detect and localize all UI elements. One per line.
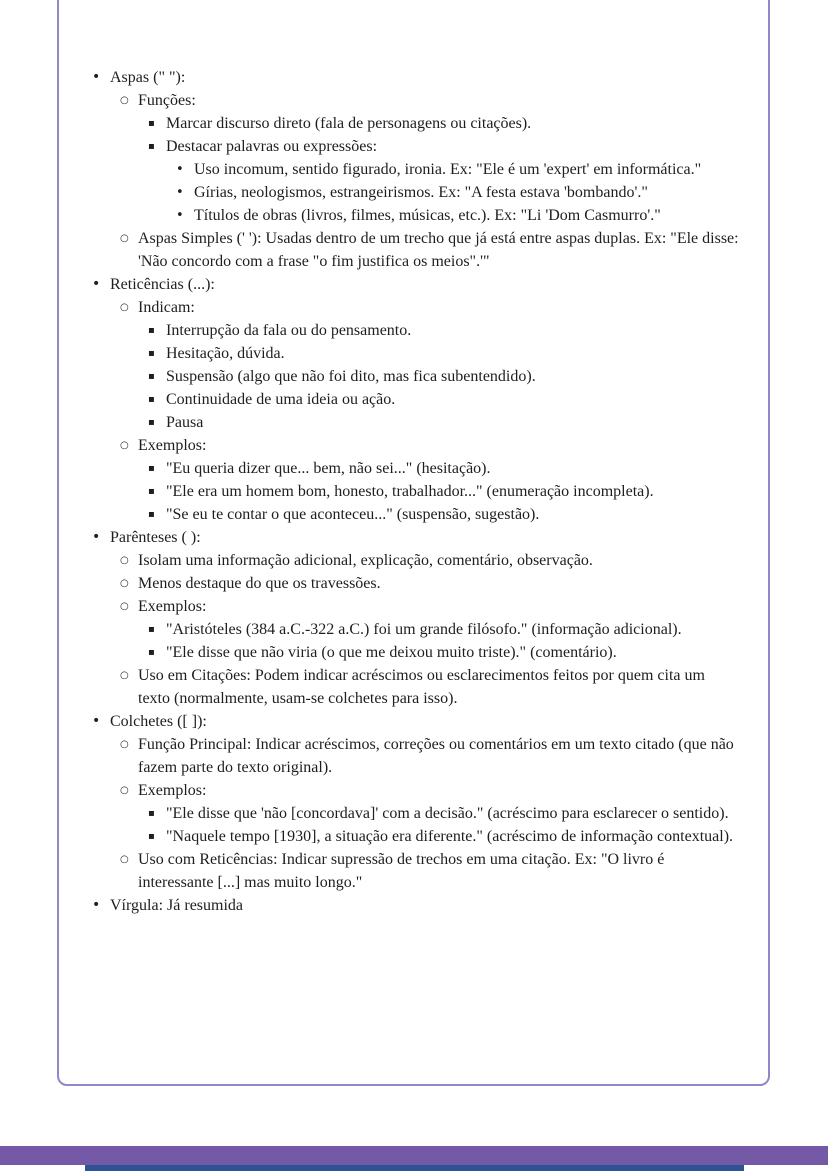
bullet-icon: ○ xyxy=(120,440,129,451)
bullet-list xyxy=(110,733,740,894)
list-item xyxy=(148,365,740,388)
list-item xyxy=(120,595,740,664)
list-item xyxy=(148,319,740,342)
bullet-icon: ▪ xyxy=(148,417,155,428)
list-item-text: Função Principal: Indicar acréscimos, correções ou comentários em um texto citado (que não fazem parte do texto original). xyxy=(138,736,734,776)
document-frame xyxy=(57,0,770,1086)
list-item-text: Menos destaque do que os travessões. xyxy=(138,575,381,592)
list-item-text: Exemplos: xyxy=(138,782,207,799)
bullet-list xyxy=(138,618,740,664)
list-item xyxy=(176,181,740,204)
bullet-icon: ▪ xyxy=(148,371,155,382)
list-item-text: Funções: xyxy=(138,92,196,109)
list-item-text: Uso com Reticências: Indicar supressão de trechos em uma citação. Ex: "O livro é interessante [...] mas muito longo." xyxy=(138,851,665,891)
list-item-text: Títulos de obras (livros, filmes, músicas, etc.). Ex: "Li 'Dom Casmurro'." xyxy=(194,207,661,224)
list-item-text: Isolam uma informação adicional, explicação, comentário, observação. xyxy=(138,552,593,569)
list-item xyxy=(148,480,740,503)
list-item-text: "Eu queria dizer que... bem, não sei..." (hesitação). xyxy=(166,460,491,477)
bullet-list xyxy=(110,89,740,273)
list-item-text: Continuidade de uma ideia ou ação. xyxy=(166,391,396,408)
list-item-text: Marcar discurso direto (fala de personagens ou citações). xyxy=(166,115,532,132)
list-item-text: Uso incomum, sentido figurado, ironia. Ex: "Ele é um 'expert' em informática." xyxy=(194,161,702,178)
bullet-icon: ▪ xyxy=(148,624,155,635)
list-item xyxy=(120,848,740,894)
bullet-icon: ▪ xyxy=(148,486,155,497)
list-item-text: "Naquele tempo [1930], a situação era diferente." (acréscimo de informação contextual). xyxy=(166,828,734,845)
bullet-icon: ○ xyxy=(120,785,129,796)
list-item xyxy=(120,733,740,779)
list-item xyxy=(148,457,740,480)
list-item-text: "Aristóteles (384 a.C.-322 a.C.) foi um grande filósofo." (informação adicional). xyxy=(166,621,682,638)
list-item xyxy=(92,526,740,710)
bullet-icon: ○ xyxy=(120,95,129,106)
bullet-icon: ▪ xyxy=(148,463,155,474)
list-item xyxy=(148,503,740,526)
list-item xyxy=(148,342,740,365)
list-item xyxy=(148,388,740,411)
list-item xyxy=(148,825,740,848)
list-item-text: Vírgula: Já resumida xyxy=(110,897,244,914)
bullet-icon: • xyxy=(92,69,101,85)
bullet-icon: • xyxy=(92,276,101,292)
list-item xyxy=(92,894,740,917)
list-item-text: Colchetes ([ ]): xyxy=(110,713,207,730)
list-item-text: Gírias, neologismos, estrangeirismos. Ex: "A festa estava 'bombando'." xyxy=(194,184,648,201)
list-item-text: "Ele disse que 'não [concordava]' com a decisão." (acréscimo para esclarecer o sentido). xyxy=(166,805,729,822)
footer-accent-bar xyxy=(85,1165,744,1171)
bullet-icon: ▪ xyxy=(148,394,155,405)
bullet-icon: ○ xyxy=(120,854,129,865)
list-item xyxy=(120,779,740,848)
list-item xyxy=(148,112,740,135)
list-item-text: Aspas (" "): xyxy=(110,69,186,86)
list-item xyxy=(148,802,740,825)
bullet-icon: ○ xyxy=(120,233,129,244)
bullet-icon: • xyxy=(176,185,184,200)
list-item xyxy=(120,664,740,710)
list-item xyxy=(120,549,740,572)
bullet-list xyxy=(110,296,740,526)
bullet-icon: ▪ xyxy=(148,325,155,336)
footer-band xyxy=(0,1146,828,1165)
bullet-list xyxy=(138,457,740,526)
list-item-text: "Ele disse que não viria (o que me deixou muito triste)." (comentário). xyxy=(166,644,617,661)
bullet-icon: ▪ xyxy=(148,118,155,129)
list-item xyxy=(92,66,740,273)
list-item xyxy=(176,158,740,181)
list-item xyxy=(120,89,740,227)
list-item xyxy=(148,411,740,434)
bullet-list xyxy=(138,802,740,848)
list-item-text: Indicam: xyxy=(138,299,195,316)
bullet-list xyxy=(92,66,740,917)
list-item-text: Hesitação, dúvida. xyxy=(166,345,285,362)
bullet-icon: ○ xyxy=(120,555,129,566)
list-item-text: Parênteses ( ): xyxy=(110,529,201,546)
bullet-list xyxy=(138,112,740,227)
list-item xyxy=(120,572,740,595)
bullet-icon: ▪ xyxy=(148,348,155,359)
bullet-icon: • xyxy=(176,162,184,177)
list-item xyxy=(120,296,740,434)
list-item-text: Exemplos: xyxy=(138,437,207,454)
bullet-icon: ▪ xyxy=(148,808,155,819)
bullet-icon: ○ xyxy=(120,739,129,750)
list-item-text: Destacar palavras ou expressões: xyxy=(166,138,378,155)
bullet-icon: • xyxy=(92,713,101,729)
list-item xyxy=(148,641,740,664)
bullet-icon: ○ xyxy=(120,302,129,313)
list-item-text: "Se eu te contar o que aconteceu..." (suspensão, sugestão). xyxy=(166,506,540,523)
list-item xyxy=(92,710,740,894)
list-item-text: Exemplos: xyxy=(138,598,207,615)
bullet-icon: • xyxy=(92,897,101,913)
list-item xyxy=(120,434,740,526)
list-item-text: Aspas Simples (' '): Usadas dentro de um trecho que já está entre aspas duplas. Ex: "Ele disse: 'Não concordo com a frase "o fim justifica os meios".'" xyxy=(138,230,739,270)
list-item-text: "Ele era um homem bom, honesto, trabalhador..." (enumeração incompleta). xyxy=(166,483,654,500)
bullet-icon: ○ xyxy=(120,670,129,681)
list-item-text: Reticências (...): xyxy=(110,276,215,293)
bullet-icon: ▪ xyxy=(148,647,155,658)
list-item xyxy=(92,273,740,526)
list-item-text: Uso em Citações: Podem indicar acréscimos ou esclarecimentos feitos por quem cita um texto (normalmente, usam-se colchetes para isso). xyxy=(138,667,705,707)
document-content xyxy=(59,0,768,917)
list-item xyxy=(148,618,740,641)
bullet-icon: ○ xyxy=(120,601,129,612)
bullet-list xyxy=(166,158,740,227)
list-item xyxy=(120,227,740,273)
list-item xyxy=(176,204,740,227)
bullet-icon: • xyxy=(92,529,101,545)
bullet-icon: ▪ xyxy=(148,141,155,152)
bullet-icon: ▪ xyxy=(148,831,155,842)
bullet-icon: • xyxy=(176,208,184,223)
list-item-text: Interrupção da fala ou do pensamento. xyxy=(166,322,412,339)
bullet-icon: ▪ xyxy=(148,509,155,520)
list-item-text: Suspensão (algo que não foi dito, mas fica subentendido). xyxy=(166,368,536,385)
bullet-icon: ○ xyxy=(120,578,129,589)
list-item-text: Pausa xyxy=(166,414,204,431)
bullet-list xyxy=(110,549,740,710)
list-item xyxy=(148,135,740,227)
bullet-list xyxy=(138,319,740,434)
